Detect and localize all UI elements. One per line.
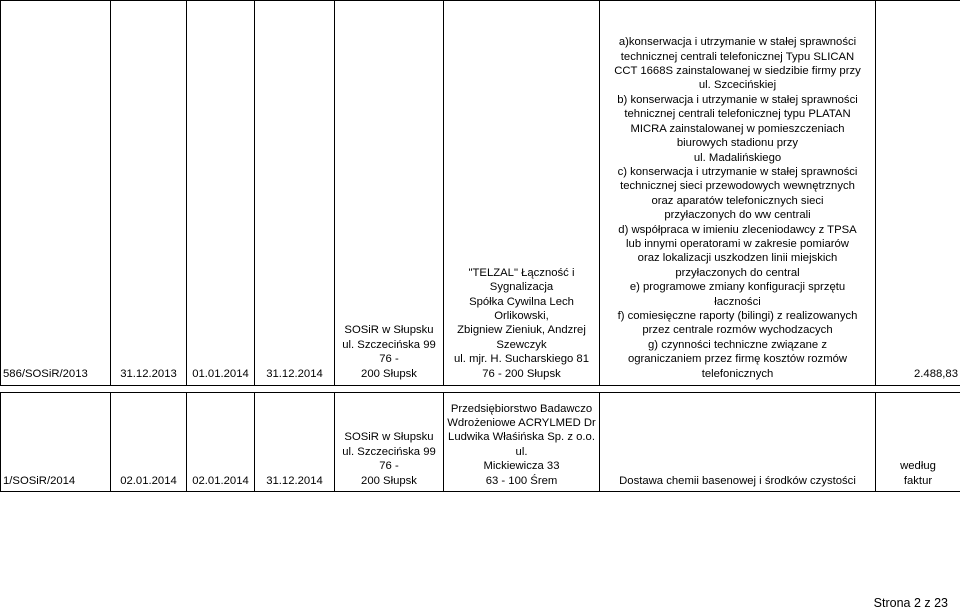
- spacer-cell: [1, 386, 960, 393]
- table-row: [1, 1, 960, 386]
- table-row: [1, 393, 960, 492]
- end-date: 31.12.2014: [255, 1, 335, 386]
- row-spacer: [1, 386, 960, 393]
- contract-date: 02.01.2014: [111, 393, 187, 492]
- start-date: 01.01.2014: [187, 1, 255, 386]
- end-date: 31.12.2014: [255, 393, 335, 492]
- contractor-cell: "TELZAL" Łączność i Sygnalizacja Spółka Cywilna Lech Orlikowski, Zbigniew Zieniuk, Andzrej Szewczyk ul. mjr. H. Sucharskiego 81 76 - 200 Słupsk: [444, 1, 600, 386]
- contract-date: 31.12.2013: [111, 1, 187, 386]
- page-number: Strona 2 z 23: [873, 596, 948, 610]
- client-cell: SOSiR w Słupsku ul. Szczecińska 99 76 - 200 Słupsk: [335, 1, 444, 386]
- value-cell: 2.488,83: [876, 1, 960, 386]
- start-date: 02.01.2014: [187, 393, 255, 492]
- subject-cell: a)konserwacja i utrzymanie w stałej sprawności technicznej centrali telefonicznej Typu SLICAN CCT 1668S zainstalowanej w siedzibie firmy przy ul. Szceciński​ej b) konserwacja i utrzymanie w stałej sprawności tehnicznej centrali telefonicznej typu PLATAN MICRA zainstalowanej w pomieszczeniach biurowych stadionu przy ul. Madalińskiego c) konserwacja i utrzymanie w stałej sprawności technicznej sieci przewodowych wewnętrznych oraz aparatów telefonicznych sieci przyłaczonych do ww centrali d) współpraca w imieniu zleceniodawcy z TPSA lub innymi operatorami w zakresie pomiarów oraz lokalizacji uszkodzen linii miejskich przyłaczonych do central e) programowe zmiany konfiguracji sprzętu łaczności f) comiesięczne raporty (bilingi) z realizowanych przez centrale rozmów wychodzacych g) czynności techniczne związane z ograniczaniem przez firmę kosztów rozmów telefonicznych: [600, 1, 876, 386]
- contractor-cell: Przedsiębiorstwo Badawczo Wdrożeniowe ACRYLMED Dr Ludwika Właśińska Sp. z o.o. ul. Mickiewicza 33 63 - 100 Śrem: [444, 393, 600, 492]
- client-cell: SOSiR w Słupsku ul. Szczecińska 99 76 - 200 Słupsk: [335, 393, 444, 492]
- value-cell: według faktur: [876, 393, 960, 492]
- contract-number: 1/SOSiR/2014: [1, 393, 111, 492]
- contract-number: 586/SOSiR/2013: [1, 1, 111, 386]
- subject-cell: Dostawa chemii basenowej i środków czystości: [600, 393, 876, 492]
